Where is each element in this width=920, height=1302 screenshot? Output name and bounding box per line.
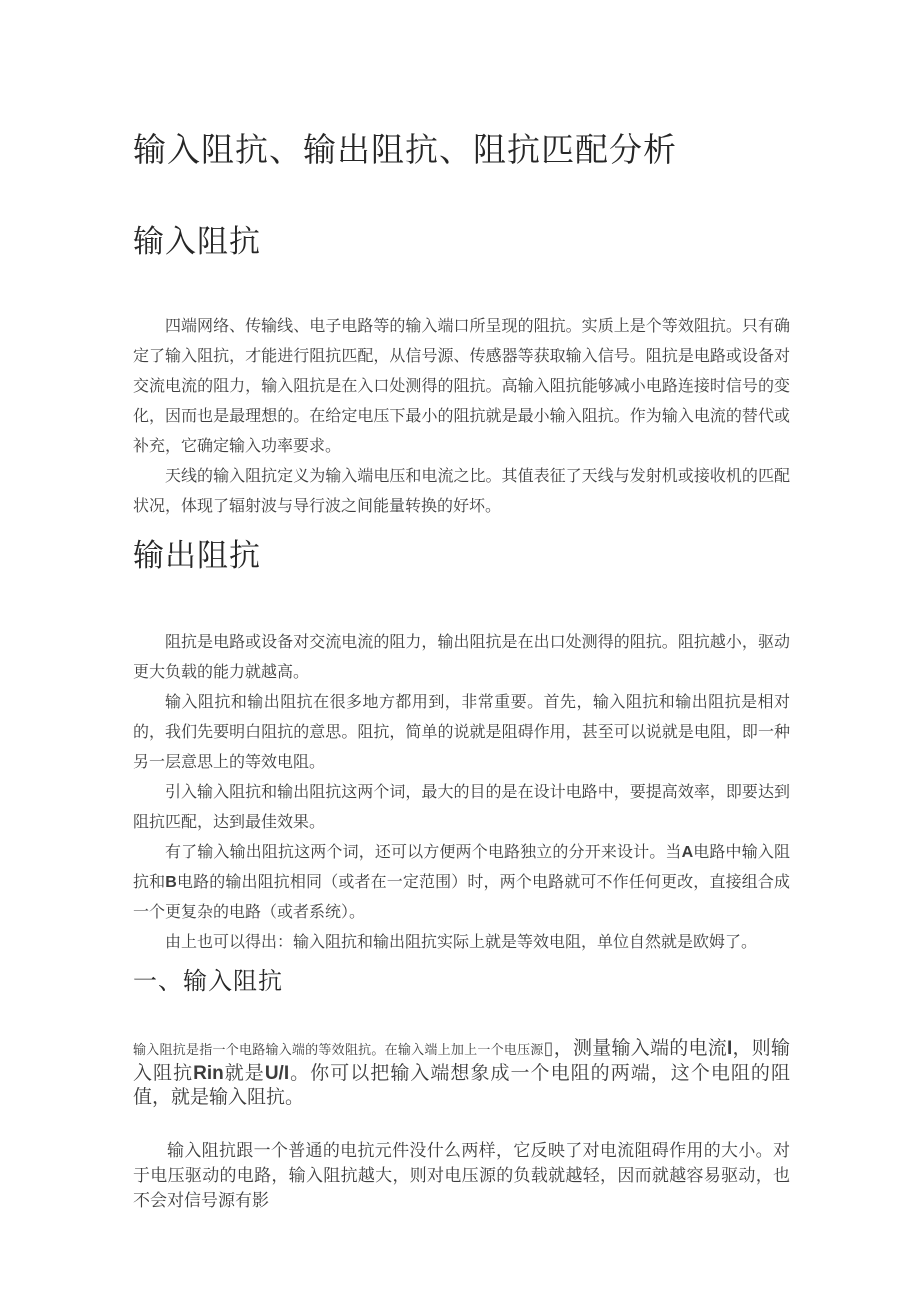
missing-glyph-box: ▯	[543, 1038, 554, 1058]
paragraph-conclusion-ohm: 由上也可以得出：输入阻抗和输出阻抗实际上就是等效电阻，单位自然就是欧姆了。	[165, 934, 758, 951]
text-run: 。你可以把输入端想象成一个电阻的两端，这个电阻的阻值，就是输入阻抗。	[133, 1063, 790, 1108]
paragraph-reactance-comparison: 输入阻抗跟一个普通的电抗元件没什么两样，它反映了对电流阻碍作用的大小。对于电压驱动的电路，输入阻抗越大，则对电压源的负载就越轻，因而就越容易驱动，也不会对信号源有影	[133, 1141, 790, 1210]
heading-section-one-input-impedance: 一、输入阻抗	[133, 968, 283, 995]
page-title: 输入阻抗、输出阻抗、阻抗匹配分析	[133, 131, 677, 168]
paragraph-output-impedance-definition: 阻抗是电路或设备对交流电流的阻力，输出阻抗是在出口处测得的阻抗。阻抗越小，驱动更大负载的能力就越高。	[133, 634, 790, 681]
paragraph-impedance-meaning: 输入阻抗和输出阻抗在很多地方都用到，非常重要。首先，输入阻抗和输出阻抗是相对的，我们先要明白阻抗的意思。阻抗，简单的说就是阻碍作用，甚至可以说就是电阻，即一种另一层意思上的等效电阻。	[133, 694, 790, 771]
paragraph-input-impedance-definition: 四端网络、传输线、电子电路等的输入端口所呈现的阻抗。实质上是个等效阻抗。只有确定了输入阻抗，才能进行阻抗匹配，从信号源、传感器等获取输入信号。阻抗是电路或设备对交流电流的阻力，输入阻抗是在入口处测得的阻抗。高输入阻抗能够减小电路连接时信号的变化，因而也是最理想的。在给定电压下最小的阻抗就是最小输入阻抗。作为输入电流的替代或补充，它确定输入功率要求。	[133, 318, 790, 455]
circuit-b-label: B	[165, 874, 177, 891]
text-run: 电路中输入阻抗和	[133, 844, 790, 891]
circuit-a-label: A	[681, 844, 694, 861]
heading-input-impedance: 输入阻抗	[133, 224, 261, 259]
paragraph-input-impedance-measurement	[133, 1036, 790, 1110]
rin-symbol: Rin	[193, 1063, 224, 1084]
text-run: 就是	[223, 1063, 265, 1084]
paragraph-antenna-input-impedance: 天线的输入阻抗定义为输入端电压和电流之比。其值表征了天线与发射机或接收机的匹配状况，体现了辐射波与导行波之间能量转换的好坏。	[133, 468, 790, 515]
text-run: 有了输入输出阻抗这两个词，还可以方便两个电路独立的分开来设计。当	[165, 844, 682, 861]
paragraph-impedance-matching-purpose: 引入输入阻抗和输出阻抗这两个词，最大的目的是在设计电路中，要提高效率，即要达到阻抗匹配，达到最佳效果。	[133, 784, 790, 831]
paragraph-independent-circuit-design	[133, 838, 790, 928]
text-run: 电路的输出阻抗相同（或者在一定范围）时，两个电路就可不作任何更改，直接组合成一个更复杂的电路（或者系统）。	[133, 874, 790, 921]
text-run: ，则输入阻抗	[133, 1038, 790, 1084]
current-symbol: I	[726, 1038, 733, 1059]
heading-output-impedance: 输出阻抗	[133, 538, 261, 573]
text-run: ，测量输入端的电流	[553, 1038, 727, 1059]
u-over-i-symbol: U/I	[264, 1063, 290, 1084]
text-run-small: 输入阻抗是指一个电路输入端的等效阻抗。在输入端上加上一个电压源	[133, 1042, 544, 1057]
